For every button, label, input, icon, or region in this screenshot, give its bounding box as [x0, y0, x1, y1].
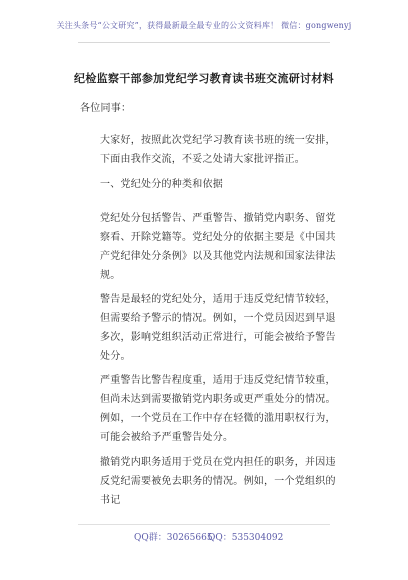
paragraph-types [80, 209, 336, 285]
footer-qq-contact: QQ：535304092 [208, 533, 284, 543]
footer-qq-group: QQ群：30265665 [134, 533, 213, 543]
paragraph-intro [80, 131, 336, 169]
paragraph-removal [80, 453, 336, 510]
footer [0, 530, 408, 546]
salutation: 各位同事： [80, 103, 132, 114]
paragraph-text: 党纪处分包括警告、严重警告、撤销党内职务、留党察看、开除党籍等。党纪处分的依据主要是《中国共产党纪律处分条例》以及其他党内法规和国家法律法规。 [100, 213, 336, 281]
paragraph-text: 大家好，按照此次党纪学习教育读书班的统一安排，下面由我作交流，不妥之处请大家批评指正。 [100, 135, 336, 165]
header-divider [78, 42, 330, 43]
document-title: 纪检监察干部参加党纪学习教育读书班交流研讨材料 [74, 72, 334, 85]
footer-divider [78, 524, 330, 525]
paragraph-text: 严重警告比警告程度重，适用于违反党纪情节较重，但尚未达到需要撤销党内职务或更严重处分的情况。例如，一个党员在工作中存在轻微的滥用职权行为，可能会被给予严重警告处分。 [100, 375, 336, 443]
paragraph-serious-warning [80, 371, 336, 447]
paragraph-text: 警告是最轻的党纪处分，适用于违反党纪情节较轻，但需要给予警示的情况。例如，一个党员因迟到早退多次，影响党组织活动正常进行，可能会被给予警告处分。 [100, 294, 336, 362]
section-heading-text: 一、党纪处分的种类和依据 [100, 179, 223, 190]
section-heading [80, 175, 336, 194]
paragraph-warning [80, 290, 336, 366]
header-banner: 关注头条号“公文研究”，获得最新最全最专业的公文资料库！ 微信：gongwenyj [56, 21, 352, 30]
paragraph-text: 撤销党内职务适用于党员在党内担任的职务，并因违反党纪需要被免去职务的情况。例如，一个党组织的书记 [100, 457, 336, 506]
